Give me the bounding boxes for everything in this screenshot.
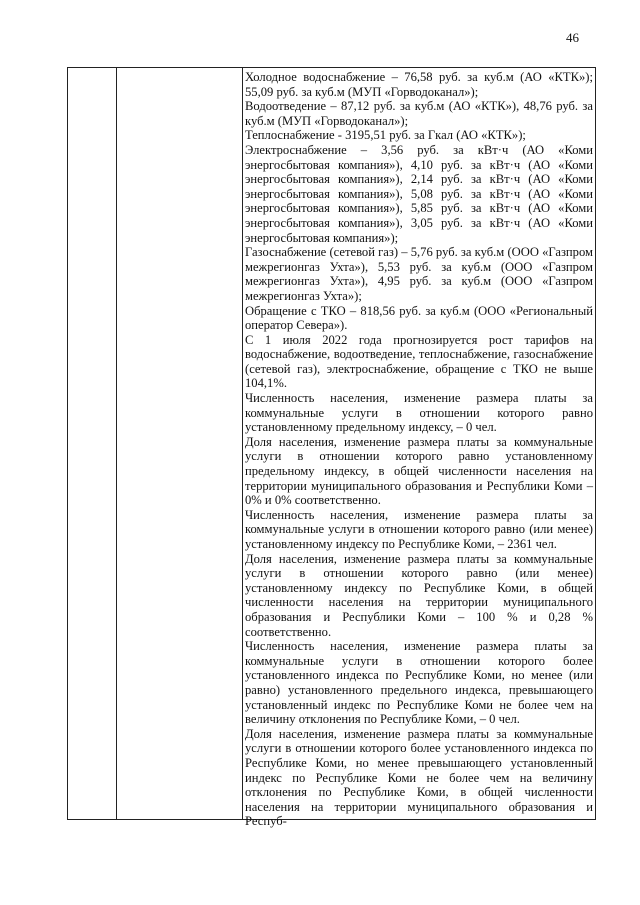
table-column-divider	[116, 68, 117, 819]
paragraph-tariff-growth: С 1 июля 2022 года прогнозируется рост тарифов на водоснабжение, водоотведение, теплоснабжение, газоснабжение (сетевой газ), электроснабжение, обращение с ТКО не выше 104,1%.	[245, 332, 593, 391]
paragraph-sewerage: Водоотведение – 87,12 руб. за куб.м (АО «КТК»), 48,76 руб. за куб.м (МУП «Горводоканал»);	[245, 99, 593, 128]
paragraph-waste: Обращение с ТКО – 818,56 руб. за куб.м (ООО «Региональный оператор Севера»).	[245, 303, 593, 333]
page-number: 46	[566, 30, 579, 45]
paragraph-gas: Газоснабжение (сетевой газ) – 5,76 руб. за куб.м (ООО «Газпром межрегионгаз Ухта»), 5,53 руб. за куб.м (ООО «Газпром межрегионгаз Ухта»), 4,95 руб. за куб.м (ООО «Газпром межрегионгаз Ухта»);	[245, 245, 593, 303]
paragraph-population-limit-index: Численность населения, изменение размера платы за коммунальные услуги в отношении которого равно установленному предельному индексу, – 0 чел.	[245, 391, 593, 435]
paragraph-share-above-index: Доля населения, изменение размера платы за коммунальные услуги в отношении которого более установленного индекса по Республике Коми, но менее превышающего установленный индекс по Республике Коми не более чем на величину отклонения по Республике Коми, в общей численности населения на территории муниципального образования и Респуб-	[245, 726, 593, 829]
paragraph-population-above-index: Численность населения, изменение размера платы за коммунальные услуги в отношении которого более установленного индекса по Республике Коми, но менее (или равно) установленного предельного индекса, превышающего установленный индекс по Республике Коми не более чем на величину отклонения по Республике Коми, – 0 чел.	[245, 639, 593, 727]
paragraph-share-komi-index: Доля населения, изменение размера платы за коммунальные услуги в отношении которого равно (или менее) установленному индексу по Республике Коми, в общей численности населения на территории муниципального образования и Республики Коми – 100 % и 0,28 % соответственно.	[245, 551, 593, 639]
paragraph-heat: Теплоснабжение - 3195,51 руб. за Гкал (АО «КТК»);	[245, 128, 526, 143]
paragraph-share-limit-index: Доля населения, изменение размера платы за коммунальные услуги в отношении которого равно установленному предельному индексу, в общей численности населения на территории муниципального образования и Республики Коми – 0% и 0% соответственно.	[245, 434, 593, 508]
table-cell-content	[245, 70, 593, 829]
paragraph-electricity: Электроснабжение – 3,56 руб. за кВт·ч (АО «Коми энергосбытовая компания»), 4,10 руб. за кВт·ч (АО «Коми энергосбытовая компания»), 2,14 руб. за кВт·ч (АО «Коми энергосбытовая компания»), 5,08 руб. за кВт·ч (АО «Коми энергосбытовая компания»), 5,85 руб. за кВт·ч (АО «Коми энергосбытовая компания»), 3,05 руб. за кВт·ч (АО «Коми энергосбытовая компания»);	[245, 142, 593, 245]
paragraph-population-komi-index: Численность населения, изменение размера платы за коммунальные услуги в отношении которого равно (или менее) установленному индексу по Республике Коми, – 2361 чел.	[245, 507, 593, 551]
table-column-divider	[242, 68, 243, 819]
paragraph-cold-water: Холодное водоснабжение – 76,58 руб. за куб.м (АО «КТК»); 55,09 руб. за куб.м (МУП «Горводоканал»);	[245, 70, 593, 99]
